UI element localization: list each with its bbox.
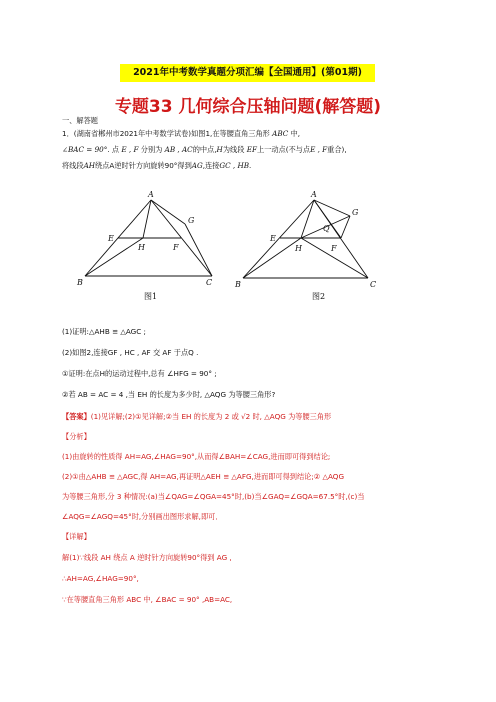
label-a: A bbox=[148, 190, 154, 199]
label-g: G bbox=[188, 216, 195, 225]
label-c: C bbox=[370, 280, 377, 288]
label-f: F bbox=[331, 244, 337, 253]
problem-text: 为线段 bbox=[222, 145, 245, 154]
problem-text: 重合), bbox=[327, 145, 347, 154]
label-q: Q bbox=[323, 224, 330, 233]
label-h: H bbox=[138, 243, 145, 252]
answer-label: 【答案】 bbox=[62, 412, 91, 421]
math-ef: E , F bbox=[121, 145, 139, 154]
problem-text: 上一动点(不与点 bbox=[256, 145, 311, 154]
page-title: 专题33 几何综合压轴问题(解答题) bbox=[114, 97, 382, 117]
figure-1 bbox=[75, 188, 230, 292]
math-abac: AB , AC bbox=[164, 145, 193, 154]
detail-line-1: 解(1)∵线段 AH 绕点 A 逆时针方向旋转90°得到 AG , bbox=[62, 553, 232, 562]
problem-text: 将线段 bbox=[62, 161, 84, 170]
label-c: C bbox=[206, 278, 213, 287]
math-h: H bbox=[216, 145, 223, 154]
math-ef-seg: EF bbox=[246, 145, 257, 154]
label-a: A bbox=[311, 190, 317, 199]
problem-text: 分别为 bbox=[140, 145, 163, 154]
math-abc: ABC bbox=[272, 129, 289, 138]
figure-1-diagram bbox=[75, 188, 230, 288]
problem-line-2 bbox=[62, 145, 347, 155]
figure-2-caption: 图2 bbox=[312, 292, 326, 301]
problem-text: 1．(湖南省郴州市2021年中考数学试卷)如图1,在等腰直角三角形 bbox=[62, 129, 270, 138]
analysis-line-2: (2)①由△AHB ≌ △AGC,得 AH=AG,再证明△AEH ≌ △AFG,进而即可得到结论;② △AQG bbox=[62, 472, 345, 481]
question-2-1: ①证明:在点H的运动过程中,总有 ∠HFG = 90° ; bbox=[62, 369, 217, 378]
detail-line-3: ∵在等腰直角三角形 ABC 中, ∠BAC = 90° ,AB=AC, bbox=[62, 595, 233, 604]
analysis-line-1: (1)由旋转的性质得 AH=AG,∠HAG=90°,从而得∠BAH=∠CAG,进而即可得到结论; bbox=[62, 452, 331, 461]
label-b: B bbox=[235, 280, 241, 288]
label-b: B bbox=[77, 278, 83, 287]
problem-line-1 bbox=[62, 129, 300, 139]
title-banner: 2021年中考数学真题分项汇编【全国通用】(第01期) bbox=[120, 64, 375, 82]
label-h: H bbox=[295, 244, 302, 253]
analysis-line-3: 为等腰三角形,分 3 种情况:(a)当∠QAG=∠QGA=45°时,(b)当∠GAQ=∠GQA=67.5°时,(c)当 bbox=[62, 492, 365, 501]
problem-text: 的中点, bbox=[192, 145, 217, 154]
detail-line-2: ∴AH=AG,∠HAG=90°, bbox=[62, 574, 139, 583]
label-e: E bbox=[108, 234, 114, 243]
label-e: E bbox=[270, 234, 276, 243]
math-gchb: GC , HB bbox=[219, 161, 250, 170]
detail-label: 【详解】 bbox=[62, 532, 91, 541]
question-2-2: ②若 AB = AC = 4 ,当 EH 的长度为多少时, △AQG 为等腰三角形? bbox=[62, 390, 276, 399]
section-heading: 一、解答题 bbox=[62, 116, 98, 125]
label-g: G bbox=[352, 208, 359, 217]
problem-text: 中, bbox=[290, 129, 301, 138]
math-ef2: E , F bbox=[310, 145, 328, 154]
problem-text: 绕点A逆时针方向旋转90°得到 bbox=[95, 161, 192, 170]
label-f: F bbox=[173, 243, 179, 252]
question-2: (2)如图2,连接GF , HC , AF 交 AF 于点Q . bbox=[62, 348, 199, 357]
problem-text: . bbox=[249, 161, 252, 170]
answer-text: (1)见详解;(2)①见详解;②当 EH 的长度为 2 或 √2 时, △AQG 为等腰三角形 bbox=[90, 412, 332, 421]
answer-line bbox=[62, 412, 331, 422]
figure-1-caption: 图1 bbox=[144, 292, 158, 301]
problem-line-3 bbox=[62, 161, 251, 171]
math-ag: AG bbox=[191, 161, 203, 170]
math-ah: AH bbox=[83, 161, 96, 170]
question-1: (1)证明:△AHB ≌ △AGC ; bbox=[62, 327, 146, 336]
analysis-line-4: ∠AQG=∠AGQ=45°时,分别画出图形求解,即可． bbox=[62, 512, 223, 521]
problem-text: ,连接 bbox=[202, 161, 220, 170]
figure-2-diagram bbox=[233, 188, 383, 288]
math-angle: ∠BAC = 90° bbox=[62, 145, 108, 154]
problem-text: . 点 bbox=[107, 145, 120, 154]
analysis-label: 【分析】 bbox=[62, 432, 91, 441]
figure-2 bbox=[233, 188, 383, 292]
